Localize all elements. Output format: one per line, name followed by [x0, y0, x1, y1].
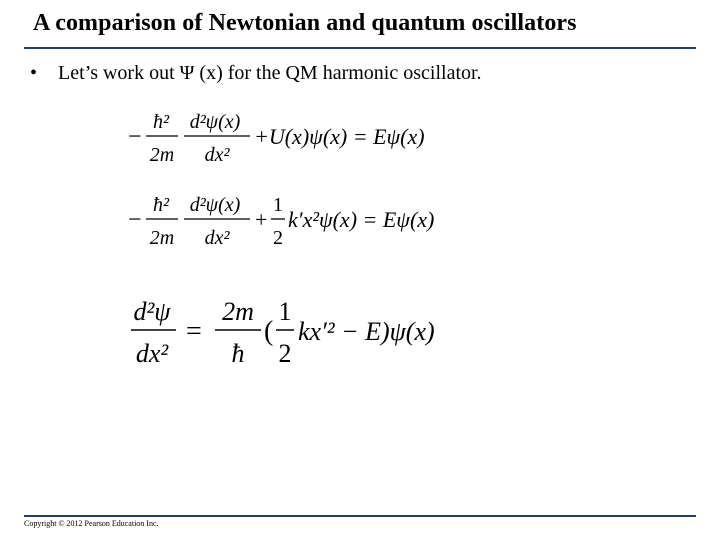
- copyright-notice: Copyright © 2012 Pearson Education Inc.: [24, 519, 159, 528]
- eq1-minus: −: [128, 124, 142, 150]
- eq3-tail: kx′² − E)ψ(x): [298, 317, 435, 346]
- rearranged-equation: [128, 290, 488, 374]
- eq3-hbar: ħ: [231, 339, 245, 368]
- eq1-dx2: dx²: [204, 144, 230, 166]
- eq1-d2psi-x: d²ψ(x): [189, 111, 241, 133]
- eq2-two-m: 2m: [149, 227, 175, 249]
- eq3-equals: =: [186, 316, 202, 347]
- harmonic-substitution-equation: [128, 187, 468, 255]
- eq1-tail: +U(x)ψ(x) = Eψ(x): [254, 124, 425, 149]
- eq2-tail: k′x²ψ(x) = Eψ(x): [288, 207, 435, 232]
- eq2-minus: −: [128, 207, 142, 233]
- eq3-half-denominator: 2: [278, 339, 292, 368]
- eq3-open-paren: (: [264, 316, 274, 347]
- eq2-dx2: dx²: [204, 227, 230, 249]
- eq3-two-m: 2m: [222, 297, 254, 326]
- eq2-half-denominator: 2: [273, 227, 283, 249]
- eq3-dx2: dx²: [135, 339, 169, 368]
- title-divider: [24, 47, 696, 49]
- bullet-symbol: •: [30, 62, 38, 84]
- slide-title: A comparison of Newtonian and quantum oscillators: [33, 10, 577, 36]
- eq3-d2psi: d²ψ: [133, 297, 171, 326]
- schrodinger-equation: [128, 104, 468, 168]
- bullet-text: Let’s work out Ψ (x) for the QM harmonic oscillator.: [58, 62, 482, 84]
- eq2-d2psi-x: d²ψ(x): [189, 194, 241, 216]
- eq2-hbar-squared: ħ²: [153, 194, 169, 216]
- eq1-hbar-squared: ħ²: [153, 111, 169, 133]
- eq2-half-numerator: 1: [273, 194, 283, 216]
- eq2-plus: +: [255, 207, 268, 232]
- eq1-two-m: 2m: [149, 144, 175, 166]
- eq3-half-numerator: 1: [278, 297, 292, 326]
- footer-divider: [24, 515, 696, 517]
- bullet-item: [30, 62, 482, 85]
